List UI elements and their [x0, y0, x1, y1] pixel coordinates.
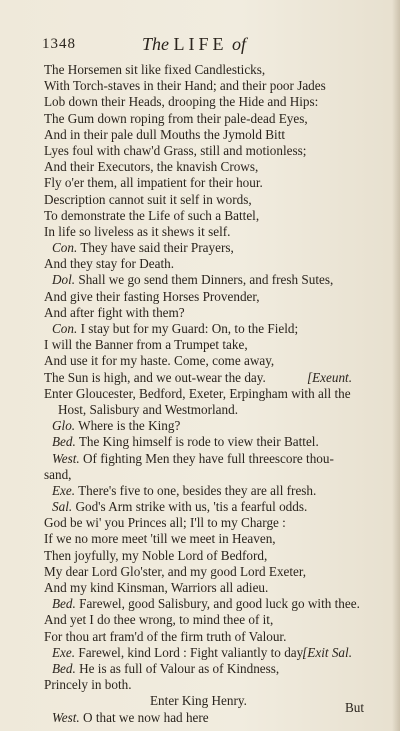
line-text: They have said their Prayers,: [77, 240, 234, 256]
text-line: [0, 710, 400, 726]
catchword: But: [344, 700, 364, 715]
line-text: Shall we go send them Dinners, and fresh Sutes,: [75, 272, 334, 288]
text-line: [0, 175, 400, 191]
line-text: God's Arm strike with us, 'tis a fearful odds.: [72, 499, 308, 515]
text-line: [0, 192, 400, 208]
page-number: 1348: [42, 36, 76, 52]
line-text: Fly o'er them, all impatient for their hour.: [44, 175, 263, 191]
speaker-name: Con.: [52, 321, 78, 336]
line-text: In life so liveless as it shews it self.: [44, 223, 231, 239]
text-line: [0, 467, 400, 483]
line-text: Lyes foul with chaw'd Grass, still and motionless;: [44, 142, 307, 158]
line-text: God be wi' you Princes all; I'll to my Charge :: [44, 515, 286, 531]
line-text: Enter Gloucester, Bedford, Exeter, Erpingham with all the: [44, 385, 351, 401]
text-line: [0, 629, 400, 645]
speaker-name: Sal.: [52, 499, 73, 515]
line-text: And yet I do thee wrong, to mind thee of it,: [44, 612, 274, 628]
line-text: And after fight with them?: [44, 304, 185, 320]
text-line: [0, 515, 400, 531]
line-text: The King himself is rode to view their Battel.: [75, 434, 319, 450]
line-text: There's five to one, besides they are all fresh.: [75, 482, 317, 498]
text-line: [0, 62, 400, 78]
speaker-name: Bed.: [52, 434, 76, 450]
text-line: [0, 661, 400, 677]
line-text: Of fighting Men they have full threescore thou-: [79, 450, 334, 466]
text-line: [0, 127, 400, 143]
speaker-name: Exe.: [52, 482, 76, 498]
text-line: [0, 386, 400, 402]
speaker-name: Con.: [52, 240, 78, 256]
stage-direction: [Exeunt.: [306, 369, 352, 385]
line-text: And they stay for Death.: [44, 256, 175, 272]
line-text: Host, Salisbury and Westmorland.: [58, 401, 239, 417]
line-text: Lob down their Heads, drooping the Hide and Hips:: [44, 94, 319, 110]
line-text: The Sun is high, and we out-wear the day.: [44, 369, 266, 385]
title-caps: LIFE: [173, 34, 228, 54]
text-line: [0, 353, 400, 369]
text-line: [0, 337, 400, 353]
line-text: Princely in both.: [44, 677, 132, 693]
text-line: [0, 548, 400, 564]
line-text: The Gum down roping from their pale-dead Eyes,: [44, 110, 308, 126]
title-suffix: of: [227, 34, 247, 54]
text-line: [0, 418, 400, 434]
text-line: [0, 531, 400, 547]
line-text: sand,: [44, 466, 72, 482]
text-line: [0, 305, 400, 321]
text-line: [0, 483, 400, 499]
text-line: [0, 78, 400, 94]
text-line: [0, 143, 400, 159]
text-line: [0, 370, 400, 386]
speaker-name: Dol.: [52, 272, 76, 288]
line-text: And use it for my haste. Come, come away,: [44, 353, 275, 369]
line-text: For thou art fram'd of the firm truth of Valour.: [44, 628, 287, 644]
text-line: [0, 677, 400, 693]
text-line: [0, 159, 400, 175]
line-text: And my kind Kinsman, Warriors all adieu.: [44, 580, 269, 595]
line-text: And in their pale dull Mouths the Jymold Bitt: [44, 126, 286, 142]
line-text: And their Executors, the knavish Crows,: [44, 159, 259, 175]
line-text: I stay but for my Guard: On, to the Field;: [77, 321, 299, 336]
text-line: [0, 564, 400, 580]
line-text: If we no more meet 'till we meet in Heaven,: [44, 531, 276, 547]
text-line: [0, 111, 400, 127]
text-line: [0, 596, 400, 612]
text-line: [0, 580, 400, 596]
line-text: I will the Banner from a Trumpet take,: [44, 337, 248, 353]
speaker-name: Bed.: [52, 660, 76, 676]
text-line: [0, 693, 400, 709]
text-line: [0, 499, 400, 515]
title-prefix: The: [142, 34, 174, 54]
speaker-name: West.: [52, 709, 80, 725]
speaker-name: West.: [52, 450, 80, 466]
line-text: And give their fasting Horses Provender,: [44, 288, 260, 304]
text-line: [0, 94, 400, 110]
text-line: [0, 321, 400, 337]
line-text: O that we now had here: [79, 709, 209, 725]
text-line: [0, 256, 400, 272]
text-line: [0, 451, 400, 467]
text-line: [0, 289, 400, 305]
text-line: [0, 402, 400, 418]
speaker-name: Bed.: [52, 596, 76, 612]
line-text: Farewel, good Salisbury, and good luck go with thee.: [75, 596, 360, 612]
line-text: Farewel, kind Lord : Fight valiantly to day.: [75, 644, 306, 660]
text-line: [0, 272, 400, 288]
line-text: Enter King Henry.: [150, 693, 247, 709]
line-text: Then joyfully, my Noble Lord of Bedford,: [44, 547, 268, 563]
text-line: [0, 434, 400, 450]
text-line: [0, 645, 400, 661]
text-body: [0, 62, 400, 726]
running-title: [142, 34, 246, 55]
running-head: [42, 34, 358, 56]
line-text: My dear Lord Glo'ster, and my good Lord Exeter,: [44, 563, 307, 579]
stage-direction: [Exit Sal.: [302, 644, 352, 660]
text-line: [0, 240, 400, 256]
line-text: He is as full of Valour as of Kindness,: [75, 660, 280, 676]
speaker-name: Exe.: [52, 644, 76, 660]
line-text: With Torch-staves in their Hand; and their poor Jades: [44, 78, 326, 94]
text-line: [0, 224, 400, 240]
line-text: The Horsemen sit like fixed Candlesticks,: [44, 62, 266, 77]
line-text: Description cannot suit it self in words,: [44, 191, 252, 207]
speaker-name: Glo.: [52, 418, 76, 434]
line-text: To demonstrate the Life of such a Battel,: [44, 207, 260, 223]
line-text: Where is the King?: [75, 418, 181, 434]
text-line: [0, 208, 400, 224]
text-line: [0, 612, 400, 628]
